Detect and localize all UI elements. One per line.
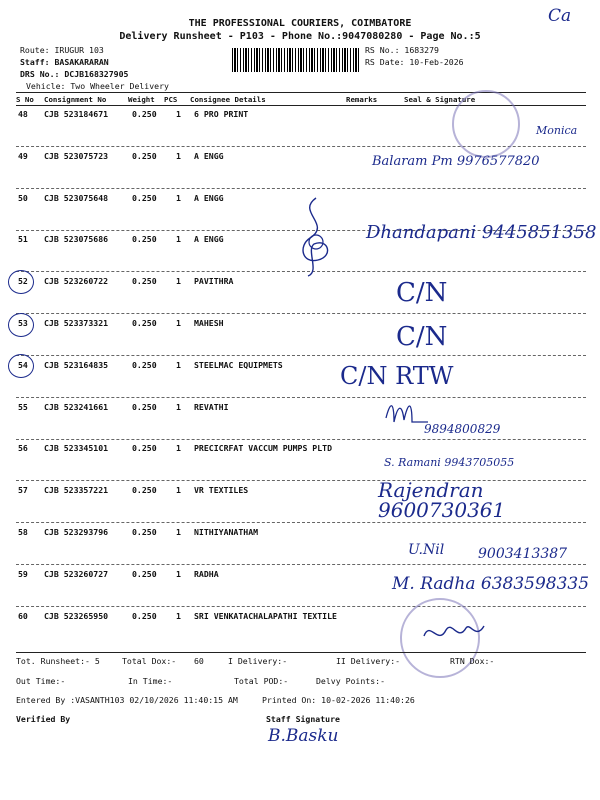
- row-consignment: CJB 523260727: [44, 568, 109, 579]
- row-consignee: STEELMAC EQUIPMETS: [194, 359, 283, 370]
- row-pcs: 1: [176, 527, 181, 537]
- out-time: Out Time:-: [16, 676, 66, 686]
- row-sno: 59: [18, 568, 28, 579]
- row-separator: [16, 522, 586, 523]
- circle-mark-52: [8, 270, 34, 294]
- row-pcs: 1: [176, 276, 181, 287]
- row-weight: 0.250: [132, 109, 157, 119]
- col-pcs: PCS: [164, 95, 178, 104]
- rs-number: RS No.: 1683279: [365, 45, 439, 55]
- handwriting-row-52: C/N: [396, 278, 448, 308]
- row-sno: 51: [18, 234, 28, 245]
- row-pcs: 1: [176, 401, 181, 412]
- row-consignment: CJB 523075648: [44, 192, 109, 203]
- row-weight: 0.250: [132, 485, 157, 496]
- row-consignee: A ENGG: [194, 234, 224, 245]
- row-pcs: 1: [176, 318, 181, 328]
- row-consignee: PRECICRFAT VACCUM PUMPS PLTD: [194, 443, 333, 454]
- row-consignment: CJB 523373321: [44, 318, 109, 328]
- row-weight: 0.250: [132, 568, 157, 579]
- handwriting-row-59: M. Radha 6383598335: [392, 574, 590, 594]
- row-consignee: REVATHI: [194, 401, 229, 412]
- row-consignment: CJB 523357221: [44, 485, 109, 496]
- row-weight: 0.250: [132, 276, 157, 287]
- row-consignment: CJB 523184671: [44, 109, 109, 119]
- handwriting-row-58-name: U.Nil: [408, 542, 445, 558]
- row-consignee: MAHESH: [194, 318, 224, 328]
- total-dox-label: Total Dox:-: [122, 656, 177, 666]
- row-weight: 0.250: [132, 401, 157, 412]
- staff-signature: B.Basku: [268, 726, 339, 746]
- row-separator: [16, 313, 586, 314]
- handwriting-row-54: C/N RTW: [340, 362, 454, 390]
- row-sno: 55: [18, 401, 28, 412]
- row-consignee: A ENGG: [194, 192, 224, 203]
- delvy-points: Delvy Points:-: [316, 676, 386, 686]
- printed-on: Printed On: 10-02-2026 11:40:26: [262, 695, 415, 705]
- row-pcs: 1: [176, 109, 181, 119]
- courier-seal-stamp: [452, 90, 520, 158]
- row-weight: 0.250: [132, 610, 157, 621]
- row-pcs: 1: [176, 234, 181, 245]
- row-sno: 58: [18, 527, 28, 537]
- rs-date: RS Date: 10-Feb-2026: [365, 57, 464, 67]
- row-consignment: CJB 523293796: [44, 527, 109, 537]
- row-pcs: 1: [176, 443, 181, 454]
- route: Route: IRUGUR 103: [20, 45, 104, 55]
- staff-signature-label: Staff Signature: [266, 714, 340, 724]
- corner-handwriting: Ca: [548, 6, 572, 26]
- barcode: [232, 48, 360, 72]
- row-separator: [16, 606, 586, 607]
- row-weight: 0.250: [132, 359, 157, 370]
- row-sno: 52: [18, 276, 28, 287]
- row-sno: 49: [18, 150, 28, 161]
- handwriting-row-58-phone: 9003413387: [478, 546, 568, 562]
- row-consignee: RADHA: [194, 568, 219, 579]
- total-dox-value: 60: [194, 656, 204, 666]
- row-consignment: CJB 523265950: [44, 610, 109, 621]
- row-consignment: CJB 523241661: [44, 401, 109, 412]
- row-consignment: CJB 523075686: [44, 234, 109, 245]
- row-weight: 0.250: [132, 443, 157, 454]
- row-separator: [16, 188, 586, 189]
- row-separator: [16, 355, 586, 356]
- total-pod: Total POD:-: [234, 676, 289, 686]
- ii-delivery: II Delivery:-: [336, 656, 401, 666]
- rtn-dox: RTN Dox:-: [450, 656, 495, 666]
- runsheet-subtitle: Delivery Runsheet - P103 - Phone No.:9047080280 - Page No.:5: [119, 31, 481, 42]
- handwriting-row-49: Balaram Pm 9976577820: [372, 154, 540, 169]
- handwriting-row-55: 9894800829: [424, 422, 501, 436]
- row-weight: 0.250: [132, 150, 157, 161]
- col-seal-signature: Seal & Signature: [404, 95, 476, 104]
- handwriting-row-48: Monica: [536, 124, 578, 137]
- in-time: In Time:-: [128, 676, 173, 686]
- handwriting-row-51: Dhandapani 9445851358: [366, 222, 597, 243]
- row-sno: 53: [18, 318, 28, 328]
- i-delivery: I Delivery:-: [228, 656, 288, 666]
- row-consignee: VR TEXTILES: [194, 485, 249, 496]
- row-sno: 57: [18, 485, 28, 496]
- circle-mark-53: [8, 313, 34, 337]
- tot-runsheet: Tot. Runsheet:- 5: [16, 656, 100, 666]
- row-consignee: 6 PRO PRINT: [194, 109, 249, 119]
- row-weight: 0.250: [132, 234, 157, 245]
- row-sno: 56: [18, 443, 28, 454]
- row-sno: 60: [18, 610, 28, 621]
- row-consignee: NITHIYANATHAM: [194, 527, 259, 537]
- scribble-signature: [292, 194, 338, 280]
- vehicle-type: Vehicle: Two Wheeler Delivery: [26, 81, 169, 91]
- drs-number: DRS No.: DCJB168327905: [20, 69, 129, 79]
- row-separator: [16, 439, 586, 440]
- row-sno: 48: [18, 109, 28, 119]
- row-consignment: CJB 523075723: [44, 150, 109, 161]
- row-sno: 50: [18, 192, 28, 203]
- row-pcs: 1: [176, 150, 181, 161]
- row-weight: 0.250: [132, 192, 157, 203]
- row-consignee: SRI VENKATACHALAPATHI TEXTILE: [194, 610, 337, 621]
- circle-mark-54: [8, 354, 34, 378]
- col-sno: S No: [16, 95, 34, 104]
- row-consignment: CJB 523345101: [44, 443, 109, 454]
- row-consignment: CJB 523164835: [44, 359, 109, 370]
- company-title: THE PROFESSIONAL COURIERS, COIMBATORE: [188, 18, 412, 29]
- row-separator: [16, 397, 586, 398]
- col-weight: Weight: [128, 95, 155, 104]
- row-weight: 0.250: [132, 318, 157, 328]
- row-pcs: 1: [176, 192, 181, 203]
- row-pcs: 1: [176, 359, 181, 370]
- entered-by: Entered By :VASANTH103 02/10/2026 11:40:15 AM: [16, 695, 238, 705]
- col-consignee: Consignee Details: [190, 95, 266, 104]
- staff-name: Staff: BASAKARARAN: [20, 57, 109, 67]
- row-separator: [16, 564, 586, 565]
- scribble-signature-row-60: [420, 618, 488, 648]
- row-pcs: 1: [176, 568, 181, 579]
- row-consignee: PAVITHRA: [194, 276, 234, 287]
- verified-by: Verified By: [16, 714, 71, 724]
- col-remarks: Remarks: [346, 95, 378, 104]
- row-weight: 0.250: [132, 527, 157, 537]
- col-consignment: Consignment No: [44, 95, 107, 104]
- row-pcs: 1: [176, 485, 181, 496]
- row-pcs: 1: [176, 610, 181, 621]
- handwriting-row-53: C/N: [396, 322, 448, 352]
- handwriting-row-56: S. Ramani 9943705055: [384, 456, 515, 469]
- row-sno: 54: [18, 359, 28, 370]
- row-consignee: A ENGG: [194, 150, 224, 161]
- row-consignment: CJB 523260722: [44, 276, 109, 287]
- handwriting-row-57: Rajendran 9600730361: [378, 478, 506, 522]
- footer-rule: [16, 652, 586, 653]
